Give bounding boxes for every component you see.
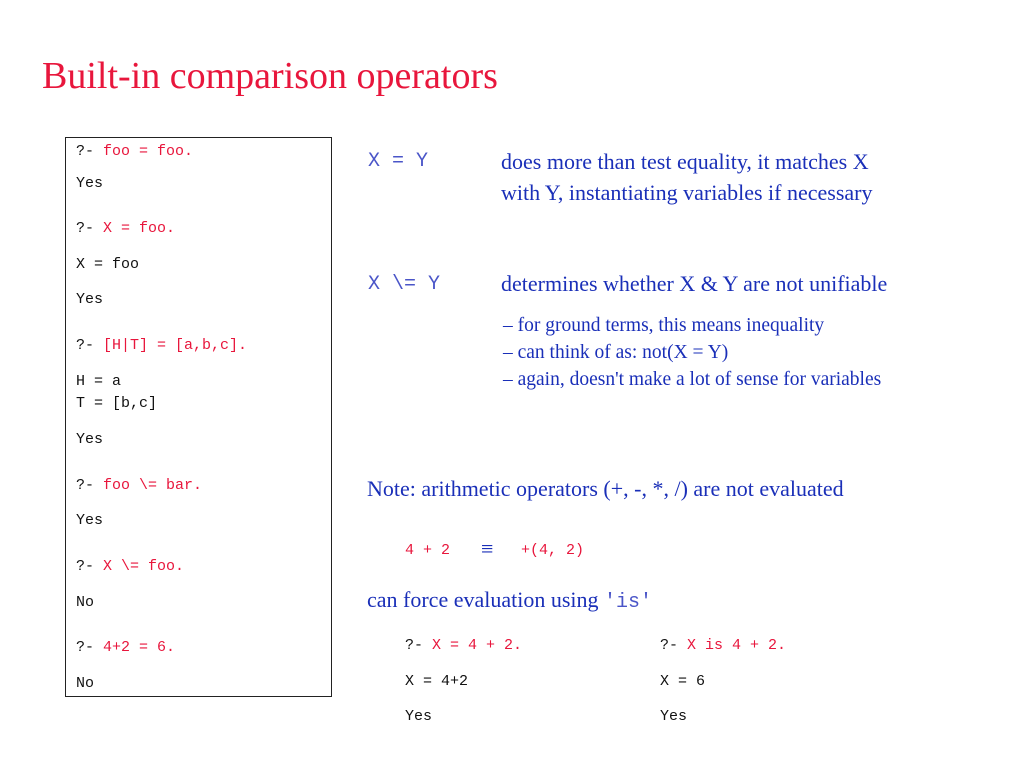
example-result: X = 6 <box>660 673 706 690</box>
query-text: foo = foo. <box>103 143 194 160</box>
unify-operator: X = Y <box>368 150 429 173</box>
unify-description-line2: with Y, instantiating variables if necessary <box>501 180 873 205</box>
query-prompt: ?- <box>76 337 95 354</box>
example-result: X = 4+2 <box>405 673 469 690</box>
query-line <box>76 556 184 578</box>
query-prompt: ?- <box>76 143 95 160</box>
bullet-item: – again, doesn't make a lot of sense for variables <box>503 369 882 390</box>
query-line <box>76 637 175 659</box>
bullet-item: – for ground terms, this means inequality <box>503 315 825 336</box>
not-unify-description: determines whether X & Y are not unifiable <box>501 271 888 296</box>
query-text: X = foo. <box>103 220 176 237</box>
example-yes: Yes <box>660 708 688 725</box>
query-answer: Yes <box>76 175 104 192</box>
example-prompt: ?- <box>660 637 679 654</box>
example-yes: Yes <box>405 708 433 725</box>
example-query: X is 4 + 2. <box>687 637 787 654</box>
example-prompt: ?- <box>405 637 424 654</box>
query-text: foo \= bar. <box>103 477 203 494</box>
query-line <box>76 475 202 497</box>
query-answer: T = [b,c] <box>76 395 158 412</box>
is-keyword: 'is' <box>604 591 653 614</box>
query-text: [H|T] = [a,b,c]. <box>103 337 248 354</box>
arith-expression: 4 + 2 <box>405 542 451 559</box>
query-answer: X = foo <box>76 256 140 273</box>
query-answer: No <box>76 594 95 611</box>
unify-description-line1: does more than test equality, it matches X <box>501 149 869 174</box>
query-line <box>76 141 193 163</box>
query-answer: No <box>76 675 95 692</box>
force-evaluation-line <box>367 587 652 614</box>
query-prompt: ?- <box>76 558 95 575</box>
query-prompt: ?- <box>76 477 95 494</box>
query-answer: Yes <box>76 291 104 308</box>
not-unify-operator: X \= Y <box>368 273 441 296</box>
example-query: X = 4 + 2. <box>432 637 523 654</box>
equivalence-symbol: ≡ <box>481 536 494 561</box>
force-evaluation-text: can force evaluation using <box>367 587 599 612</box>
arithmetic-note: Note: arithmetic operators (+, -, *, /) are not evaluated <box>367 476 844 501</box>
query-answer: H = a <box>76 373 122 390</box>
example-query-line <box>405 637 522 654</box>
bullet-item: – can think of as: not(X = Y) <box>503 342 729 363</box>
query-text: X \= foo. <box>103 558 185 575</box>
query-text: 4+2 = 6. <box>103 639 176 656</box>
example-query-line <box>660 637 786 654</box>
query-line <box>76 218 175 240</box>
query-answer: Yes <box>76 512 104 529</box>
slide-title: Built-in comparison operators <box>42 55 498 97</box>
query-examples-box <box>65 137 332 697</box>
query-prompt: ?- <box>76 639 95 656</box>
query-line <box>76 335 247 357</box>
query-prompt: ?- <box>76 220 95 237</box>
query-answer: Yes <box>76 431 104 448</box>
arith-prefix-form: +(4, 2) <box>521 542 585 559</box>
